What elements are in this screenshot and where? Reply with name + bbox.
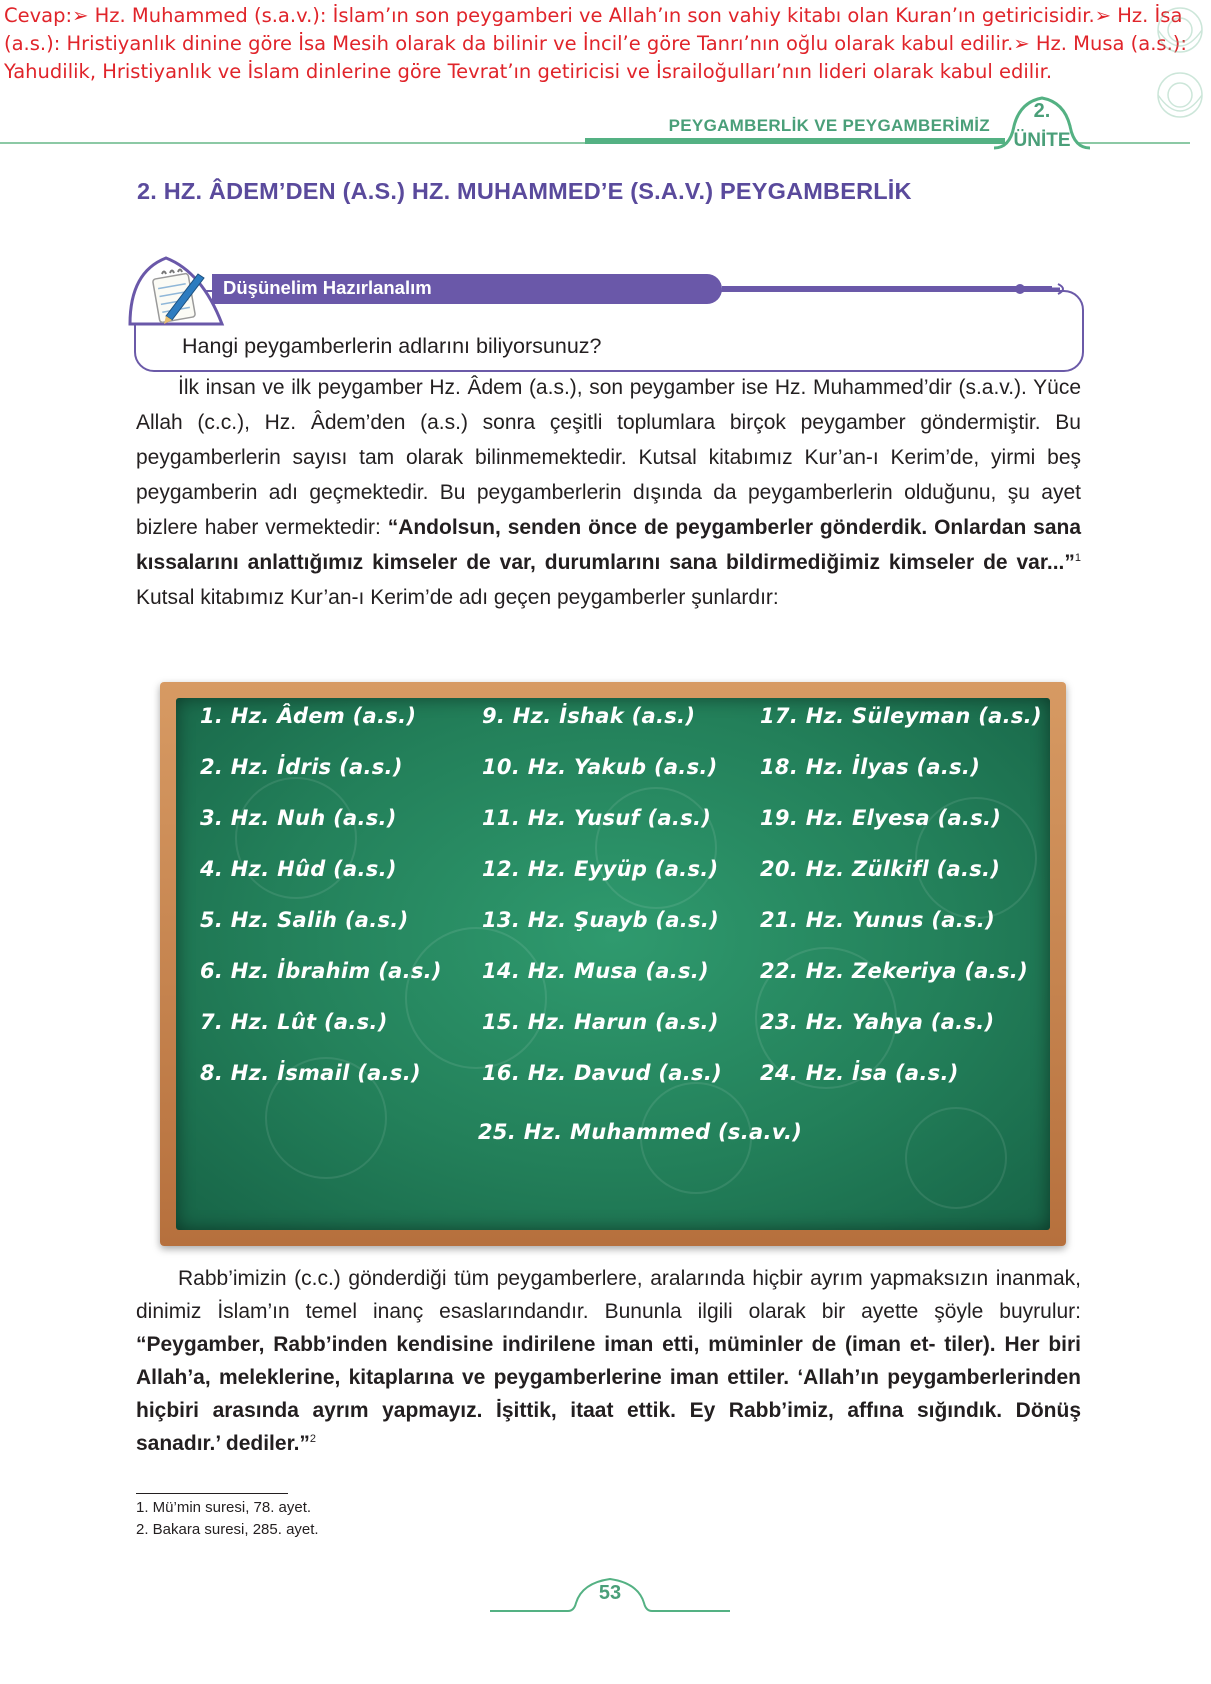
prophet-item: 8. Hz. İsmail (a.s.) — [200, 1061, 421, 1085]
line-end-ornament-icon — [1010, 281, 1070, 297]
prophet-item: 11. Hz. Yusuf (a.s.) — [482, 806, 712, 830]
arrow-icon: ➢ — [1094, 4, 1112, 27]
think-label: Düşünelim Hazırlanalım — [223, 277, 432, 298]
notepad-pen-icon — [126, 252, 226, 334]
prophet-item: 7. Hz. Lût (a.s.) — [200, 1010, 388, 1034]
prophet-item: 13. Hz. Şuayb (a.s.) — [482, 908, 720, 932]
prophet-item: 4. Hz. Hûd (a.s.) — [200, 857, 397, 881]
belief-text: Rabb’imizin (c.c.) gönderdiği tüm peygamberlere, aralarında hiçbir ayrım yapmaksızın inanmak, dinimiz İslam’ın temel inanç esaslarındandır. Bununla ilgili olarak bir ayette şöyle buyrulur: — [136, 1267, 1081, 1323]
prophet-item: 18. Hz. İlyas (a.s.) — [760, 755, 981, 779]
prophet-item: 15. Hz. Harun (a.s.) — [482, 1010, 719, 1034]
footnote-ref-1: 1 — [1074, 552, 1081, 564]
header-title: PEYGAMBERLİK VE PEYGAMBERİMİZ — [668, 116, 990, 135]
answer-label: Cevap: — [4, 4, 73, 27]
think-question: Hangi peygamberlerin adlarını biliyorsunuz? — [182, 334, 602, 358]
prophet-item: 16. Hz. Davud (a.s.) — [482, 1061, 723, 1085]
page-number: 53 — [598, 1582, 622, 1604]
header-accent-bar — [585, 138, 1005, 144]
quote-ayah-1: “Andolsun, senden önce de peygamberler gönderdik. Onlardan sana kıssalarını anlattığımız kimseler de var, durumlarını sana bildirmediğimiz kimseler de var...” — [136, 516, 1082, 574]
prophet-item: 20. Hz. Zülkifl (a.s.) — [760, 857, 1001, 881]
arrow-icon: ➢ — [1013, 32, 1030, 55]
prophet-item: 12. Hz. Eyyüp (a.s.) — [482, 857, 719, 881]
footnote-divider — [136, 1493, 288, 1494]
arrow-icon: ➢ — [72, 4, 89, 27]
prophet-item: 2. Hz. İdris (a.s.) — [200, 755, 403, 779]
prophet-item: 24. Hz. İsa (a.s.) — [760, 1061, 959, 1085]
prophet-item: 19. Hz. Elyesa (a.s.) — [760, 806, 1002, 830]
prophet-item: 23. Hz. Yahya (a.s.) — [760, 1010, 995, 1034]
footnote-ref-2: 2 — [309, 1433, 317, 1445]
ornament-icon — [1120, 0, 1211, 150]
prophet-item: 9. Hz. İshak (a.s.) — [482, 704, 696, 728]
belief-paragraph — [136, 1262, 1081, 1460]
prophet-item: 6. Hz. İbrahim (a.s.) — [200, 959, 442, 983]
prophet-item: 10. Hz. Yakub (a.s.) — [482, 755, 718, 779]
quote-ayah-2: “Peygamber, Rabb’inden kendisine indirilene iman etti, müminler de (iman et- tiler). Her biri Allah’a, meleklerine, kitaplarına ve peygamberlerine iman ettiler. ‘Allah’ın peygamberlerinden hiçbiri arasında ayrım yapmayız. İşittik, itaat ettik. Ey Rabb’imiz, affına sığındık. Dönüş sanadır.’ dediler.” — [136, 1333, 1081, 1455]
prophet-item: 5. Hz. Salih (a.s.) — [200, 908, 409, 932]
section-title: 2. HZ. ÂDEM’DEN (A.S.) HZ. MUHAMMED’E (S.A.V.) PEYGAMBERLİK — [137, 178, 912, 204]
prophet-item: 22. Hz. Zekeriya (a.s.) — [760, 959, 1028, 983]
prophet-item: 21. Hz. Yunus (a.s.) — [760, 908, 995, 932]
prophet-item: 25. Hz. Muhammed (s.a.v.) — [478, 1120, 803, 1144]
footnote-1: 1. Mü’min suresi, 78. ayet. — [136, 1499, 312, 1516]
intro-text-end: Kutsal kitabımız Kur’an-ı Kerim’de adı geçen peygamberler şunlardır: — [136, 586, 779, 609]
answer-item-isa: Hz. İsa (a.s.): Hristiyanlık dinine göre İsa Mesih olarak da bilinir ve İncil’e göre Tanrı’nın oğlu olarak kabul edilir. — [4, 4, 1183, 55]
unit-number: 2. — [1033, 100, 1051, 122]
prophet-item: 1. Hz. Âdem (a.s.) — [200, 704, 417, 728]
answer-item-musa: Hz. Musa (a.s.): Yahudilik, Hristiyanlık ve İslam dinlerine göre Tevrat’ın getiricisi ve İsrailoğulları’nın lideri olarak kabul edilir. — [4, 32, 1187, 83]
answer-annotation — [4, 2, 1199, 86]
intro-paragraph — [136, 370, 1081, 615]
unit-label: ÜNİTE — [1013, 130, 1071, 151]
prophet-item: 17. Hz. Süleyman (a.s.) — [760, 704, 1042, 728]
footnote-2: 2. Bakara suresi, 285. ayet. — [136, 1521, 319, 1538]
intro-text: İlk insan ve ilk peygamber Hz. Âdem (a.s.), son peygamber ise Hz. Muhammed’dir (s.a.v.). Yüce Allah (c.c.), Hz. Âdem’den (a.s.) sonra çeşitli toplumlara birçok peygamber göndermiştir. Bu peygamberlerin sayısı tam olarak bilinmemektedir. Kutsal kitabımız Kur’an-ı Kerim’de, yirmi beş peygamberin adı geçmektedir. Bu peygamberlerin dışında da peygamberlerin olduğunu, şu ayet bizlere haber vermektedir: — [136, 376, 1081, 539]
think-label-line — [722, 286, 1052, 291]
prophet-item: 3. Hz. Nuh (a.s.) — [200, 806, 397, 830]
prophet-item: 14. Hz. Musa (a.s.) — [482, 959, 709, 983]
answer-item-muhammed: Hz. Muhammed (s.a.v.): İslam’ın son peygamberi ve Allah’ın son vahiy kitabı olan Kuran’ın getiricisidir. — [88, 4, 1095, 27]
